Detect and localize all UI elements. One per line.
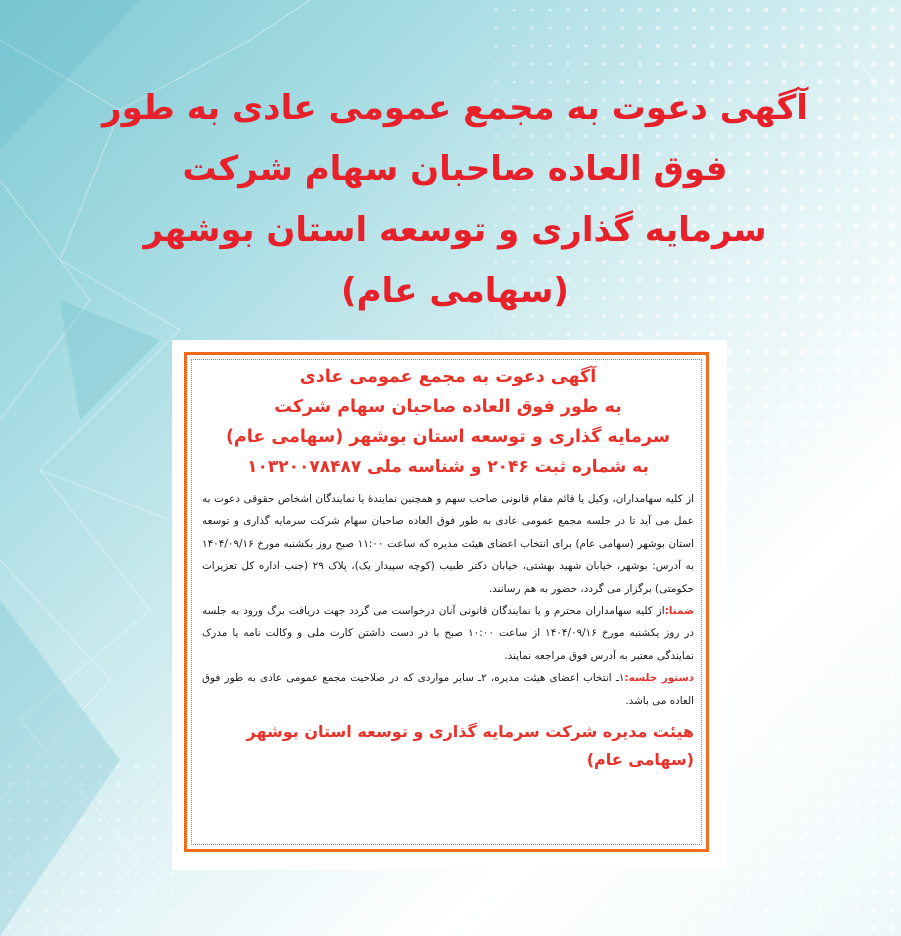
notice-signature [202,718,694,774]
headline-line: فوق العاده صاحبان سهام شرکت [182,149,728,189]
agenda-paragraph [202,667,694,712]
notice-title-line: آگهی دعوت به مجمع عمومی عادی [299,367,597,387]
announcement-headline [60,78,850,322]
signature-line: هیئت مدیره شرکت سرمایه گذاری و توسعه استان بوشهر [246,722,694,742]
notice-card [172,340,727,870]
headline-line: سرمایه گذاری و توسعه استان بوشهر [143,210,767,250]
signature-line: (سهامی عام) [586,750,694,770]
body-paragraph: از کلیه سهامداران، وکیل یا قائم مقام قانونی صاحب سهم و همچنین نمایندهٔ یا نمایندگان اشخاص حقوقی دعوت به عمل می آید تا در جلسه مجمع عمومی عادی به طور فوق العاده صاحبان سهام شرکت سرمایه گذاری و توسعه استان بوشهر (سهامی عام) برای انتخاب اعضای هیئت مدیره که ساعت ۱۱:۰۰ صبح روز یکشنبه مورخ ۱۴۰۴/۰۹/۱۶ به آدرس: بوشهر، خیابان شهید بهشتی، خیابان دکتر طبیب (کوچه سپیدار یک)، پلاک ۲۹ (جنب اداره کل تعزیرات حکومتی) برگزار می گردد، حضور به هم رسانند. [202,493,694,595]
notice-title-line: به طور فوق العاده صاحبان سهام شرکت [274,397,622,417]
notice-content [202,362,694,774]
headline-line: آگهی دعوت به مجمع عمومی عادی به طور [102,88,808,128]
notice-registration-line: به شماره ثبت ۲۰۴۶ و شناسه ملی ۱۰۳۲۰۰۷۸۴۸۷ [247,457,649,477]
notice-title-line: سرمایه گذاری و توسعه استان بوشهر (سهامی عام) [225,427,671,447]
agenda-text: ۱ـ انتخاب اعضای هیئت مدیره، ۲ـ سایر مواردی که در صلاحیت مجمع عمومی عادی به طور فوق العاده می باشد. [202,672,694,707]
note-label: ضمنا: [664,605,694,618]
note-text: از کلیه سهامداران محترم و یا نمایندگان قانونی آنان درخواست می گردد جهت دریافت برگ ورود به جلسه در روز یکشنبه مورخ ۱۴۰۴/۰۹/۱۶ از ساعت ۱۰:۰۰ صبح با در دست داشتن کارت ملی و وکالت نامه یا مدرک نمایندگی معتبر به آدرس فوق مراجعه نمایند. [202,605,695,662]
agenda-label: دستور جلسه: [624,672,695,685]
notice-body [202,488,694,712]
note-paragraph [202,600,694,667]
headline-line: (سهامی عام) [341,271,569,311]
